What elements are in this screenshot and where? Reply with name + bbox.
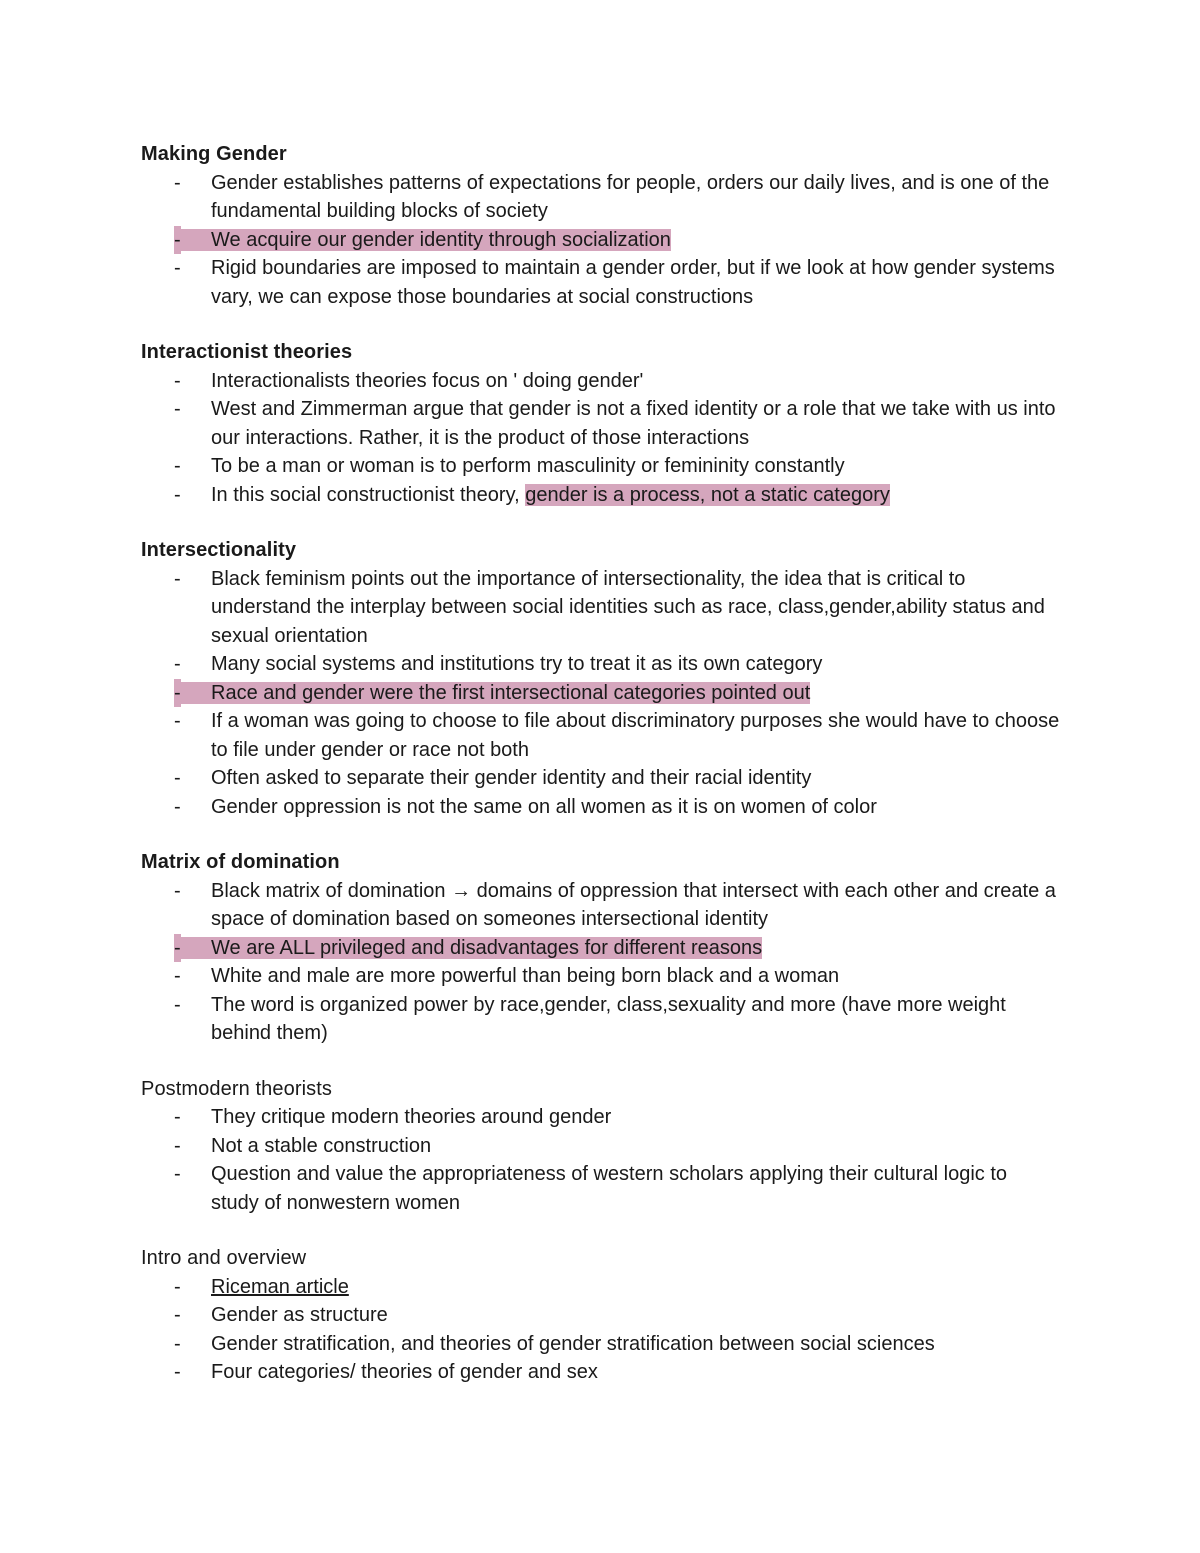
list-item-highlighted	[141, 934, 1060, 963]
bullet-dash: -	[174, 965, 181, 987]
riceman-article-link[interactable]: Riceman article	[211, 1275, 349, 1298]
bullet-list	[141, 565, 1060, 822]
list-item	[141, 565, 1060, 651]
list-item-text: Black matrix of domination → domains of oppression that intersect with each other and create a space of domination based on someones intersectional identity	[211, 879, 1056, 930]
list-item	[141, 1103, 1060, 1132]
list-item-text: Gender establishes patterns of expectations for people, orders our daily lives, and is one of the fundamental building blocks of society	[211, 171, 1050, 222]
bullet-dash: -	[174, 1332, 181, 1355]
section-matrix-of-domination	[141, 848, 1060, 1048]
bullet-dash: -	[174, 257, 181, 279]
bullet-dash: -	[174, 653, 181, 675]
bullet-list	[141, 367, 1060, 510]
bullet-dash: -	[174, 993, 181, 1016]
list-item-text: West and Zimmerman argue that gender is not a fixed identity or a role that we take with us into our interactions. Rather, it is the product of those interactions	[211, 398, 1056, 449]
section-intersectionality	[141, 536, 1060, 821]
list-item	[141, 793, 1060, 822]
list-item-text: In this social constructionist theory,	[211, 483, 526, 506]
list-item	[141, 962, 1060, 991]
bullet-dash: -	[174, 879, 181, 902]
list-item-text: Not a stable construction	[211, 1134, 432, 1157]
list-item-text: They critique modern theories around gender	[211, 1106, 612, 1128]
list-item-highlighted	[141, 226, 1060, 255]
section-heading: Making Gender	[141, 143, 287, 165]
bullet-dash: -	[174, 1361, 181, 1383]
section-heading: Intro and overview	[141, 1247, 307, 1269]
list-item-text: We acquire our gender identity through socialization	[174, 229, 671, 251]
list-item-text: To be a man or woman is to perform masculinity or femininity constantly	[211, 455, 845, 477]
list-item-text: If a woman was going to choose to file about discriminatory purposes she would have to choose to file under gender or race not both	[211, 710, 1060, 761]
bullet-dash: -	[174, 1304, 181, 1326]
list-item	[141, 1273, 1060, 1302]
bullet-dash: -	[174, 1134, 181, 1157]
bullet-dash: -	[174, 171, 181, 194]
bullet-list	[141, 1273, 1060, 1387]
list-item	[141, 367, 1060, 396]
section-interactionist-theories	[141, 338, 1060, 509]
bullet-dash: -	[174, 1275, 181, 1298]
list-item-text: Gender as structure	[211, 1304, 388, 1326]
list-item-text: Rigid boundaries are imposed to maintain a gender order, but if we look at how gender systems vary, we can expose those boundaries at social constructions	[211, 257, 1055, 308]
highlighted-text: gender is a process, not a static category	[525, 483, 890, 506]
list-item-text: Race and gender were the first intersectional categories pointed out	[174, 682, 810, 704]
bullet-list	[141, 877, 1060, 1048]
section-heading: Interactionist theories	[141, 341, 353, 363]
list-item-text: Gender oppression is not the same on all women as it is on women of color	[211, 795, 877, 818]
list-item-highlighted	[141, 679, 1060, 708]
bullet-dash: -	[174, 226, 181, 255]
list-item	[141, 452, 1060, 481]
list-item	[141, 395, 1060, 452]
list-item	[141, 877, 1060, 934]
bullet-list	[141, 1103, 1060, 1217]
list-item-text: Black feminism points out the importance of intersectionality, the idea that is critical to understand the interplay between social identities such as race, class,gender,ability status and sexual orientation	[211, 567, 1045, 647]
bullet-dash: -	[174, 455, 181, 477]
section-heading: Postmodern theorists	[141, 1077, 332, 1100]
list-item	[141, 1132, 1060, 1161]
list-item-text: We are ALL privileged and disadvantages for different reasons	[174, 937, 762, 959]
list-item	[141, 764, 1060, 793]
bullet-list	[141, 169, 1060, 312]
bullet-dash: -	[174, 1106, 181, 1128]
list-item	[141, 1160, 1060, 1217]
list-item-text: Gender stratification, and theories of gender stratification between social sciences	[211, 1332, 935, 1355]
section-postmodern-theorists	[141, 1075, 1060, 1218]
list-item-text: Many social systems and institutions try to treat it as its own category	[211, 653, 823, 675]
list-item	[141, 991, 1060, 1048]
bullet-dash: -	[174, 934, 181, 963]
list-item	[141, 650, 1060, 679]
list-item-text: Interactionalists theories focus on ' doing gender'	[211, 369, 644, 392]
section-heading: Matrix of domination	[141, 851, 340, 873]
section-heading: Intersectionality	[141, 539, 297, 561]
bullet-dash: -	[174, 710, 181, 732]
list-item	[141, 1301, 1060, 1330]
list-item	[141, 1330, 1060, 1359]
list-item-partial-highlight	[141, 481, 1060, 510]
list-item	[141, 254, 1060, 311]
bullet-dash: -	[174, 567, 181, 590]
bullet-dash: -	[174, 767, 181, 789]
list-item-text: Often asked to separate their gender identity and their racial identity	[211, 767, 812, 789]
bullet-dash: -	[174, 795, 181, 818]
list-item-text: The word is organized power by race,gender, class,sexuality and more (have more weight behind them)	[211, 993, 1006, 1044]
bullet-dash: -	[174, 679, 181, 708]
bullet-dash: -	[174, 398, 181, 420]
list-item-text: Four categories/ theories of gender and sex	[211, 1361, 598, 1383]
list-item	[141, 707, 1060, 764]
section-making-gender	[141, 140, 1060, 311]
bullet-dash: -	[174, 483, 181, 506]
list-item-text: Question and value the appropriateness of western scholars applying their cultural logic to study of nonwestern women	[211, 1163, 1008, 1214]
bullet-dash: -	[174, 1163, 181, 1185]
list-item-text: White and male are more powerful than being born black and a woman	[211, 965, 840, 987]
section-intro-and-overview	[141, 1244, 1060, 1387]
list-item	[141, 169, 1060, 226]
list-item	[141, 1358, 1060, 1387]
bullet-dash: -	[174, 369, 181, 392]
